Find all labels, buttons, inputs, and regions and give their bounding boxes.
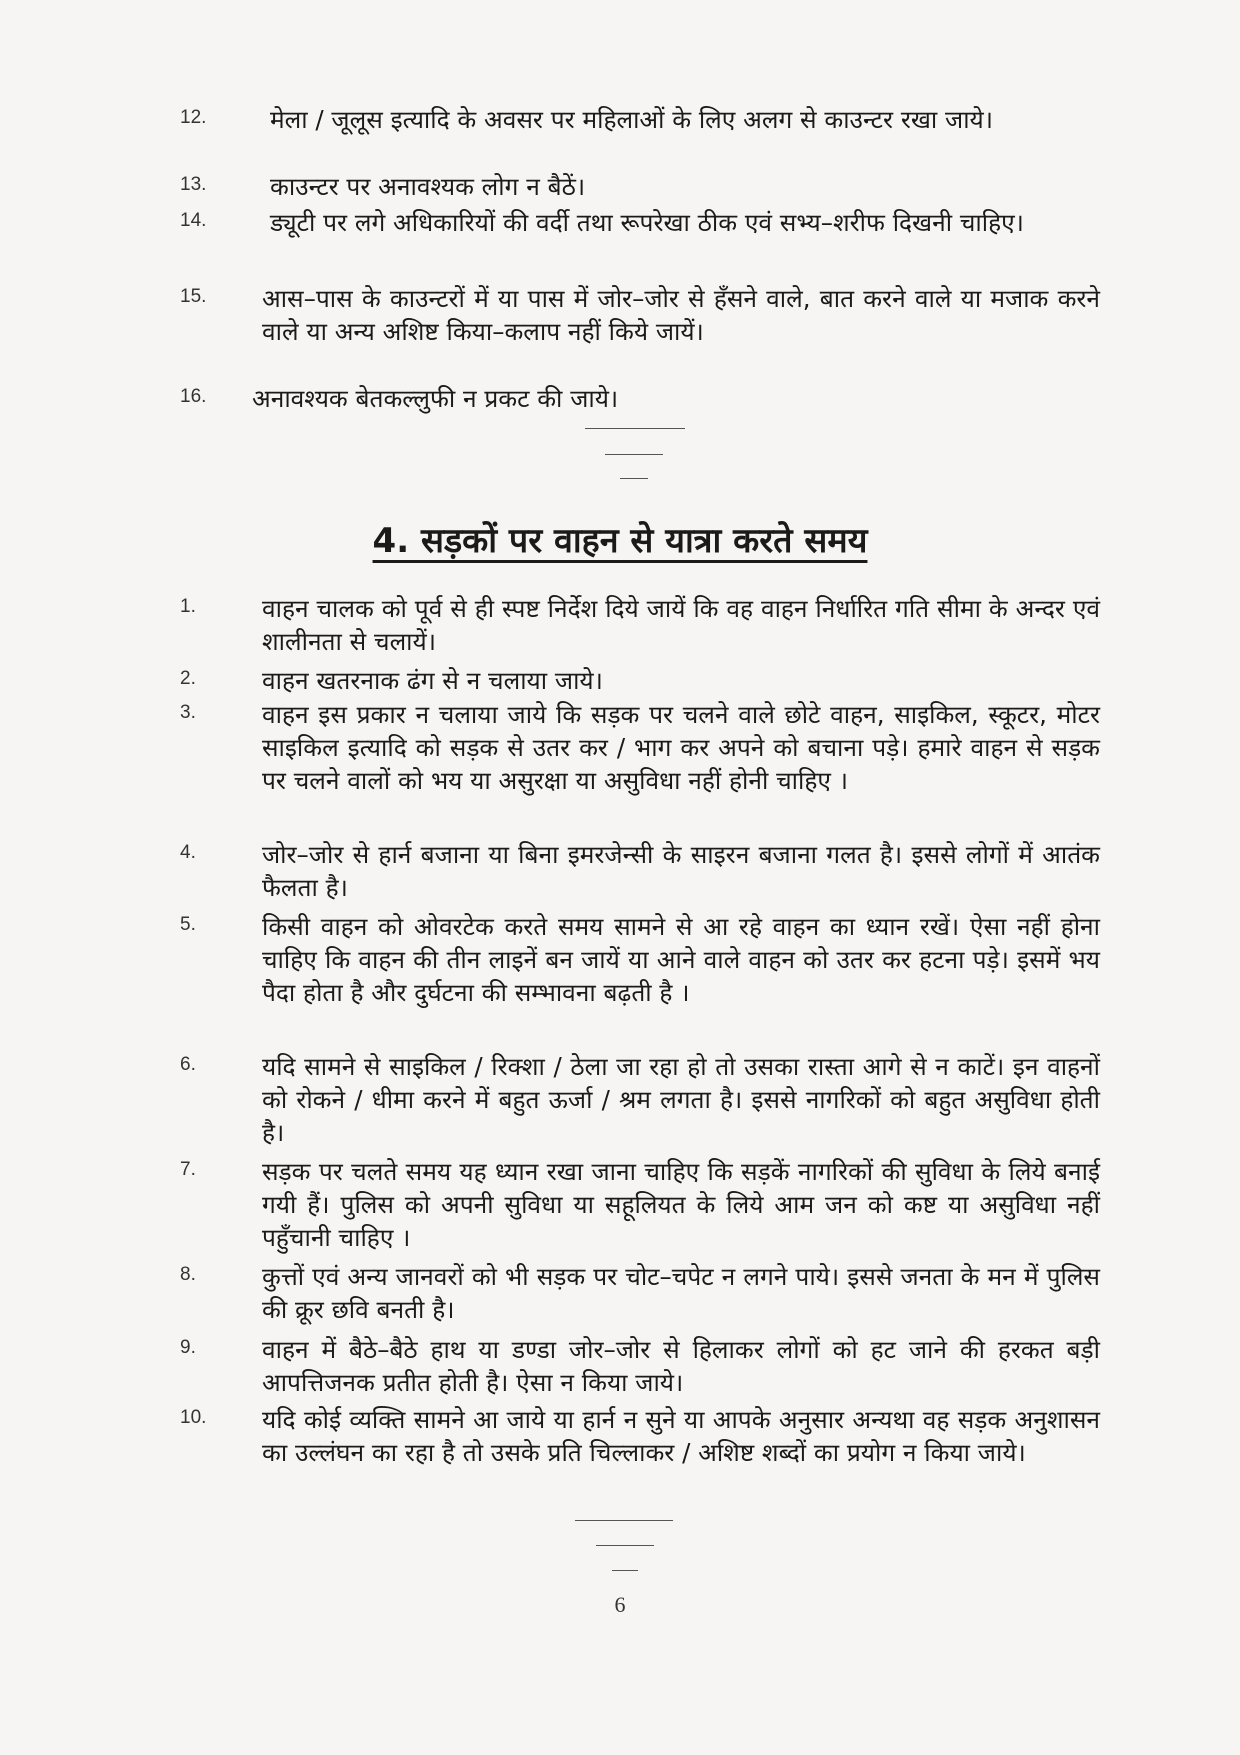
item-number: 15. [180,286,207,307]
separator-line [612,1570,638,1571]
item-number: 12. [180,107,207,128]
item-number: 16. [180,386,207,407]
item-number: 9. [180,1337,196,1358]
item-number: 10. [180,1407,207,1428]
item-number: 1. [180,596,196,617]
page-number: 6 [614,1592,626,1617]
item-text: यदि कोई व्यक्ति सामने आ जाये या हार्न न सुने या आपके अनुसार अन्यथा वह सड़क अनुशासन का उल्लंघन का रहा है तो उसके प्रति चिल्लाकर / अशिष्ट शब्दों का प्रयोग न किया जाये। [262,1405,1100,1467]
item-text: वाहन इस प्रकार न चलाया जाये कि सड़क पर चलने वाले छोटे वाहन, साइकिल, स्कूटर, मोटर साइकिल इत्यादि को सड़क से उतर कर / भाग कर अपने को बचाना पड़े। हमारे वाहन से सड़क पर चलने वालों को भय या असुरक्षा या असुविधा नहीं होनी चाहिए । [262,700,1100,795]
item-text: मेला / जूलूस इत्यादि के अवसर पर महिलाओं के लिए अलग से काउन्टर रखा जाये। [270,105,994,134]
item-text: जोर–जोर से हार्न बजाना या बिना इमरजेन्सी के साइरन बजाना गलत है। इससे लोगों में आतंक फैलता है। [262,840,1100,902]
item-text: अनावश्यक बेतकल्लुफी न प्रकट की जाये। [252,384,619,413]
item-number: 3. [180,702,196,723]
item-text: यदि सामने से साइकिल / रिक्शा / ठेला जा रहा हो तो उसका रास्ता आगे से न काटें। इन वाहनों को रोकने / धीमा करने में बहुत ऊर्जा / श्रम लगता है। इससे नागरिकों को बहुत असुविधा होती है। [262,1052,1100,1147]
item-number: 14. [180,210,207,231]
item-text: वाहन चालक को पूर्व से ही स्पष्ट निर्देश दिये जायें कि वह वाहन निर्धारित गति सीमा के अन्दर एवं शालीनता से चलायें। [262,594,1100,656]
item-number: 5. [180,914,196,935]
item-text: आस–पास के काउन्टरों में या पास में जोर–जोर से हँसने वाले, बात करने वाले या मजाक करने वाले या अन्य अशिष्ट किया–कलाप नहीं किये जायें। [262,284,1100,346]
item-text: किसी वाहन को ओवरटेक करते समय सामने से आ रहे वाहन का ध्यान रखें। ऐसा नहीं होना चाहिए कि वाहन की तीन लाइनें बन जायें या आने वाले वाहन को उतर कर हटना पड़े। इसमें भय पैदा होता है और दुर्घटना की सम्भावना बढ़ती है । [262,912,1100,1007]
item-number: 6. [180,1054,196,1075]
separator-line [605,454,663,455]
item-text: वाहन खतरनाक ढंग से न चलाया जाये। [262,666,603,695]
item-text: वाहन में बैठे–बैठे हाथ या डण्डा जोर–जोर से हिलाकर लोगों को हट जाने की हरकत बड़ी आपत्तिजनक प्रतीत होती है। ऐसा न किया जाये। [262,1335,1100,1397]
separator-line [585,428,685,429]
item-text: ड्यूटी पर लगे अधिकारियों की वर्दी तथा रूपरेखा ठीक एवं सभ्य–शरीफ दिखनी चाहिए। [270,208,1024,237]
item-number: 13. [180,174,207,195]
item-text: कुत्तों एवं अन्य जानवरों को भी सड़क पर चोट–चपेट न लगने पाये। इससे जनता के मन में पुलिस की क्रूर छवि बनती है। [262,1262,1100,1324]
separator-line [575,1520,673,1521]
item-number: 7. [180,1159,196,1180]
section-title: 4. सड़कों पर वाहन से यात्रा करते समय [372,521,868,561]
item-text: सड़क पर चलते समय यह ध्यान रखा जाना चाहिए कि सड़कें नागरिकों की सुविधा के लिये बनाई गयी हैं। पुलिस को अपनी सुविधा या सहूलियत के लिये आम जन को कष्ट या असुविधा नहीं पहुँचानी चाहिए । [262,1157,1100,1252]
separator-line [620,478,648,479]
separator-line [596,1545,654,1546]
item-number: 8. [180,1264,196,1285]
item-number: 2. [180,668,196,689]
item-number: 4. [180,842,196,863]
item-text: काउन्टर पर अनावश्यक लोग न बैठें। [270,172,586,201]
